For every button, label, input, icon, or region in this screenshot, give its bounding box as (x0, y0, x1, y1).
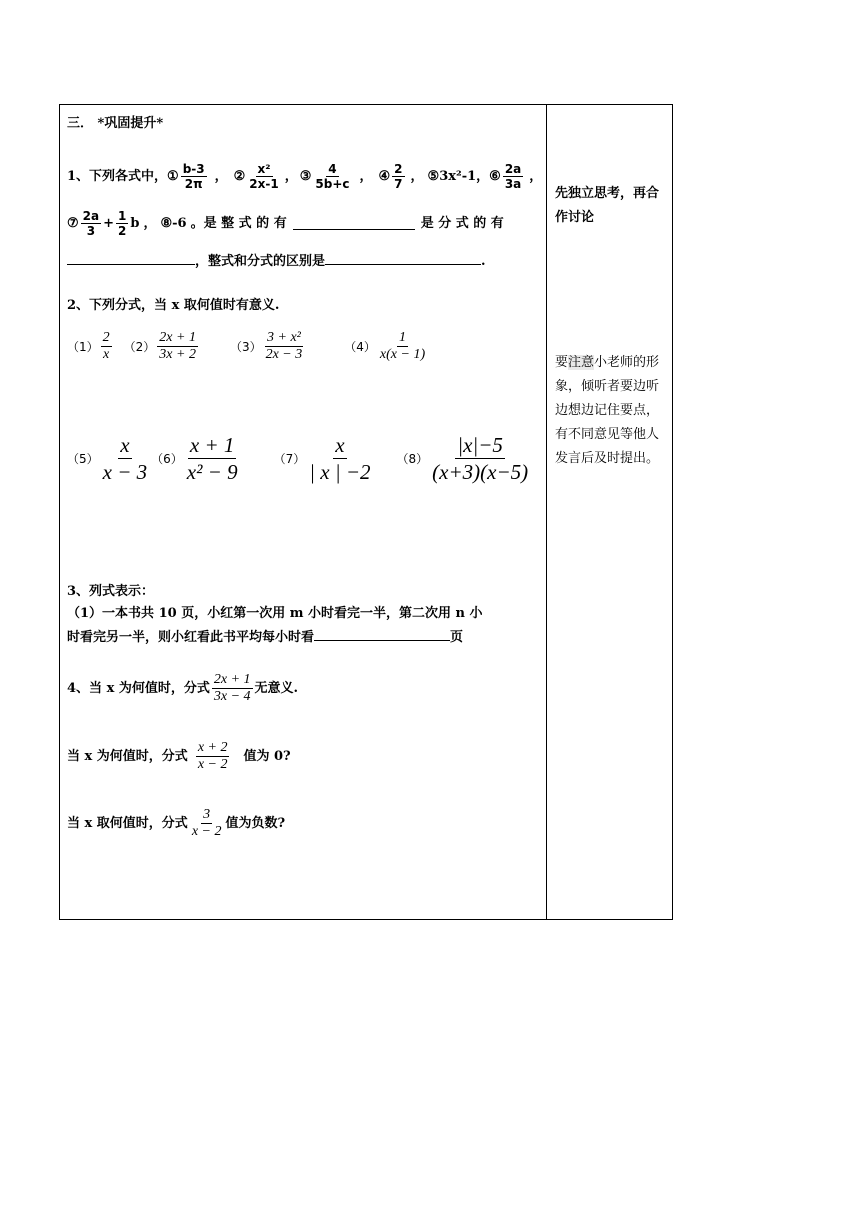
q2-item4-num: 1 (399, 330, 406, 345)
q1-sep-4: ， (410, 168, 424, 184)
q1-item7-fraction-a (81, 209, 101, 238)
q1-item7-plus: + (103, 215, 115, 231)
q4-part-1 (67, 672, 298, 705)
section-heading: 三． *巩固提升* (67, 116, 164, 131)
q4-p2-pre: 当 x 为何值时，分式 (67, 748, 188, 764)
q2-item1-fraction (101, 330, 112, 363)
q3-unit: 页 (450, 630, 464, 645)
q1-item8: ⑧-6 (160, 215, 187, 231)
q4-p3-num: 3 (203, 807, 211, 822)
q2-item7-den: | x | −2 (309, 460, 371, 484)
q1-item6-den: 3a (504, 177, 522, 191)
q2-item2-den: 3x + 2 (159, 347, 196, 362)
q2-item3-den: 2x − 3 (265, 347, 303, 362)
sidebar-note-2-pre: 要 (555, 355, 569, 370)
q1-sep-3: ， (359, 168, 373, 184)
q2-item6-num: x + 1 (189, 433, 235, 457)
q2-item8-num: |x|−5 (457, 433, 503, 457)
q2-item2-label: （2） (123, 339, 156, 354)
q1-item1-mark: ① (167, 168, 179, 184)
q2-item4-den: x(x − 1) (379, 347, 426, 362)
q3-line-2 (67, 628, 463, 646)
sidebar-note-1: 先独立思考，再合作讨论 (555, 186, 660, 225)
q1-item7-fraction-b (116, 209, 128, 238)
q1-item1-num: b-3 (182, 162, 205, 176)
q1-item4-fraction (392, 162, 404, 191)
q2-item4-label: （4） (344, 339, 376, 354)
q1-item3-fraction (313, 162, 351, 191)
q4-p2-den: x − 2 (197, 757, 228, 772)
q3-line-1: （1）一本书共 10 页，小红第一次用 m 小时看完一半，第二次用 n 小 (67, 606, 483, 621)
sidebar-note-2 (555, 351, 667, 471)
q1-item7-tail: b (130, 215, 140, 231)
q2-item1-num: 2 (102, 330, 110, 345)
q1-item4-num: 2 (394, 162, 403, 176)
q4-p1-den: 3x − 4 (213, 689, 251, 704)
q2-item8-fraction (430, 432, 530, 485)
q4-p1-fraction (212, 672, 253, 705)
q2-item8-label: （8） (396, 451, 429, 466)
q1-item3-mark: ③ (299, 168, 312, 184)
q2-item5-label: （5） (67, 451, 99, 466)
q1-item5: ⑤3x²-1 (427, 168, 477, 184)
q4-part-2 (67, 740, 291, 773)
q2-item1-label: （1） (67, 339, 99, 354)
q2-item8-den: (x+3)(x−5) (432, 460, 529, 484)
q1-item4-den: 7 (394, 177, 403, 191)
q2-item3-label: （3） (229, 339, 262, 354)
q1-item1-fraction (181, 162, 207, 191)
q2-row-1 (67, 330, 429, 363)
q1-item7-num-a: 2a (82, 209, 100, 223)
q2-item3-num: 3 + x² (267, 330, 301, 345)
q2-item6-den: x² − 9 (186, 460, 238, 484)
q1-line-3 (67, 252, 486, 270)
q1-fraction-blank[interactable] (67, 252, 195, 265)
q4-p1-num: 2x + 1 (213, 672, 251, 687)
q1-item7-mark: ⑦ (67, 215, 79, 231)
q2-item5-num: x (120, 433, 130, 457)
q4-p3-pre: 当 x 取何值时，分式 (67, 815, 188, 831)
q2-prompt: 2、下列分式，当 x 取何值时有意义. (67, 298, 280, 313)
q1-integral-text: 。是 整 式 的 有 (190, 215, 287, 231)
q4-p1-post: 无意义. (254, 680, 299, 696)
q1-item7-den-a: 3 (86, 224, 96, 238)
q2-item7-fraction (307, 432, 372, 485)
q2-item6-fraction (185, 432, 240, 485)
q1-item6-mark: ⑥ (489, 168, 501, 184)
q2-item5-den: x − 3 (102, 460, 148, 484)
q1-item7-den-b: 2 (118, 224, 127, 238)
q1-period: . (481, 254, 486, 269)
q4-p1-pre: 4、当 x 为何值时，分式 (67, 680, 210, 696)
q2-item7-label: （7） (273, 451, 306, 466)
q2-row-2 (67, 432, 532, 485)
q1-sep-6: ， (529, 168, 543, 184)
q1-difference-blank[interactable] (325, 252, 481, 265)
q2-item3-fraction (264, 330, 305, 363)
q1-item6-fraction (503, 162, 523, 191)
q2-item7-num: x (335, 433, 345, 457)
q1-item3-num: 4 (328, 162, 337, 176)
sidebar-note-2-post: 小老师的形象，倾听者要边听边想边记住要点，有不同意见等他人发言后及时提出。 (555, 355, 660, 466)
q4-p3-fraction (190, 807, 224, 840)
q2-item5-fraction (101, 432, 150, 485)
q1-item2-num: x² (257, 162, 271, 176)
q4-p3-post: 值为负数? (225, 815, 286, 831)
q1-item4-mark: ④ (378, 168, 391, 184)
q2-item1-den: x (103, 347, 110, 362)
q1-sep-5: ， (476, 168, 490, 184)
q2-item2-num: 2x + 1 (159, 330, 196, 345)
q1-line-2 (67, 209, 504, 238)
q1-fraction-text: 是 分 式 的 有 (420, 215, 504, 231)
q2-item2-fraction (157, 330, 198, 363)
q1-item7-num-b: 1 (118, 209, 127, 223)
q3-line-2-text: 时看完另一半，则小红看此书平均每小时看 (67, 630, 315, 645)
q4-p2-fraction (196, 740, 230, 773)
q1-item2-den: 2x-1 (249, 177, 279, 191)
q3-answer-blank[interactable] (314, 628, 450, 641)
q4-part-3 (67, 807, 285, 840)
q1-item1-den: 2π (184, 177, 203, 191)
q1-item2-mark: ② (233, 168, 246, 184)
q1-item3-den: 5b+c (315, 177, 350, 191)
q2-item4-fraction (378, 330, 427, 363)
q1-integral-blank[interactable] (293, 217, 415, 230)
q1-intro: 1、下列各式中， (67, 168, 168, 184)
q4-p3-den: x − 2 (191, 824, 222, 839)
q1-sep-1: ， (214, 168, 228, 184)
column-divider (546, 104, 547, 920)
q4-p2-post: 值为 0? (243, 748, 291, 764)
q1-sep-2: ， (284, 168, 298, 184)
q4-p2-num: x + 2 (197, 740, 228, 755)
q1-line-1 (67, 162, 542, 191)
q1-difference-text: ，整式和分式的区别是 (195, 254, 326, 269)
q1-item2-fraction (247, 162, 280, 191)
sidebar-note-2-highlight: 注意 (568, 355, 595, 370)
q2-item6-label: （6） (151, 451, 183, 466)
q1-sep-7: ， (143, 215, 157, 231)
q3-title: 3、列式表示： (67, 584, 155, 599)
q1-item6-num: 2a (504, 162, 522, 176)
